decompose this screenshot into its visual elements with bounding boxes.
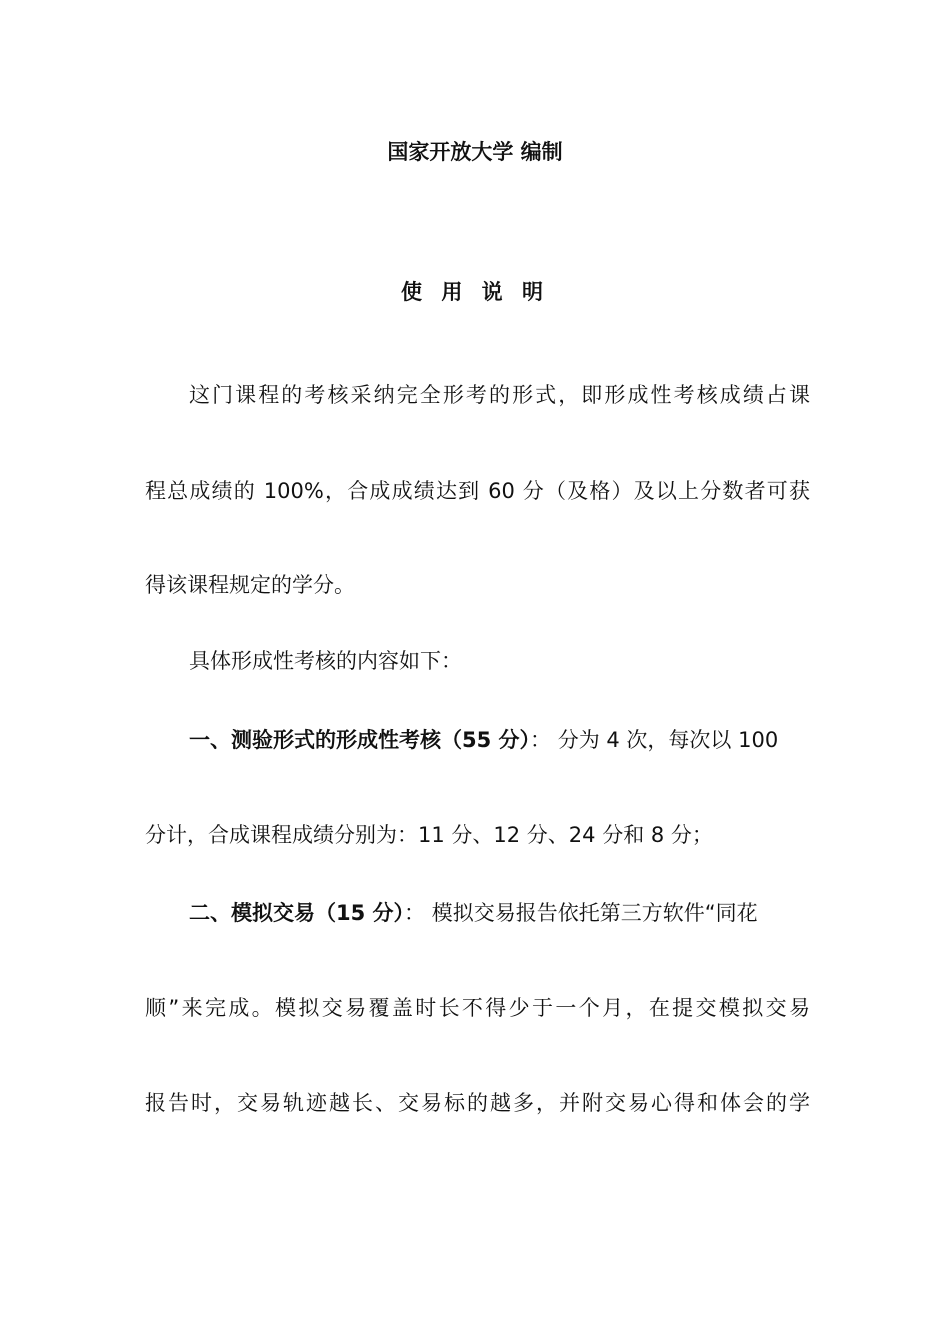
paragraph1-line2: 程总成绩的 100%，合成成绩达到 60 分（及格）及以上分数者可获 — [145, 479, 810, 503]
publisher-line: 国家开放大学 编制 — [387, 140, 563, 164]
item1-line1 — [189, 725, 810, 755]
item1-label: 一、测验形式的形成性考核（55 分） — [189, 728, 531, 752]
item2-line1 — [189, 898, 810, 928]
item2-line1-rest: ： 模拟交易报告依托第三方软件“同花 — [404, 901, 758, 925]
section-title: 使 用 说 明 — [401, 280, 549, 304]
item1-line1-rest: ： 分为 4 次，每次以 100 — [530, 728, 779, 752]
paragraph1-line3: 得该课程规定的学分。 — [145, 573, 355, 597]
item2-label: 二、模拟交易（15 分） — [189, 901, 405, 925]
item2-line2: 顺”来完成。模拟交易覆盖时长不得少于一个月，在提交模拟交易 — [145, 996, 810, 1020]
item2-line3: 报告时，交易轨迹越长、交易标的越多，并附交易心得和体会的学 — [145, 1091, 810, 1115]
paragraph1-line1: 这门课程的考核采纳完全形考的形式，即形成性考核成绩占课 — [189, 383, 810, 407]
item1-line2: 分计，合成课程成绩分别为：11 分、12 分、24 分和 8 分； — [145, 823, 713, 847]
paragraph2-text: 具体形成性考核的内容如下： — [189, 649, 462, 673]
